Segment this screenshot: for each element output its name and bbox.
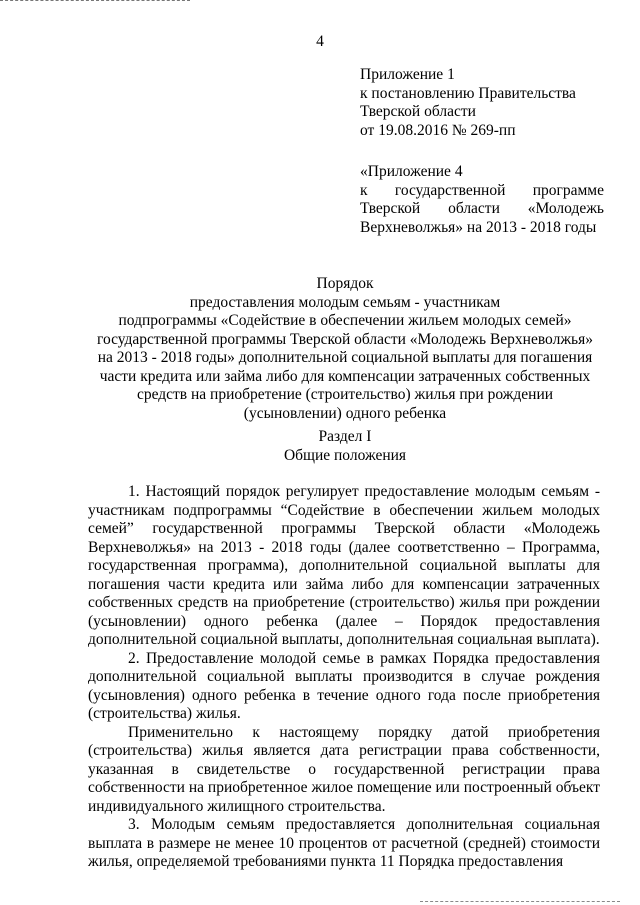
appendix-1-line: от 19.08.2016 № 269-пп	[360, 121, 516, 139]
title-line: (усыновлении) одного ребенка	[243, 404, 447, 422]
title-line: части кредита или займа либо для компенсации затраченных собственных	[99, 367, 591, 385]
section-number: Раздел I	[318, 428, 372, 445]
appendix-4-line: к государственной программе	[360, 181, 604, 199]
section-name: Общие положения	[283, 446, 407, 464]
appendix-4-line: Верхневолжья» на 2013 - 2018 годы	[360, 218, 597, 236]
paragraph: 1. Настоящий порядок регулирует предоставление молодым семьям - участникам подпрограммы “Содействие в обеспечении жильем молодых семей” государственной программы Тверской области «Молодежь Верхневолжья» на 2013 - 2018 годы (далее соответственно – Программа, государственная программа), дополнительной социальной выплаты для погашения части кредита или займа либо для компенсации затраченных собственных средств на приобретение (строительство) жилья при рождении (усыновлении) одного ребенка (далее – Порядок предоставления дополнительной социальной выплаты, дополнительная социальная выплата).	[88, 483, 600, 648]
appendix-4-line: Тверской области «Молодежь	[360, 200, 604, 217]
paragraph: Применительно к настоящему порядку датой приобретения (строительства) жилья является дата регистрации права собственности, указанная в свидетельстве о государственной регистрации права собственности на приобретенное жилое помещение или построенный объект индивидуального жилищного строительства.	[88, 723, 600, 815]
title-line: предоставления молодым семьям - участникам	[189, 293, 501, 311]
paragraph: 3. Молодым семьям предоставляется дополнительная социальная выплата в размере не менее 10 процентов от расчетной (средней) стоимости жилья, определяемой требованиями пункта 11 Порядка предоставления	[88, 816, 600, 870]
paragraph: 2. Предоставление молодой семье в рамках Порядка предоставления дополнительной социальной выплаты производится в случае рождения (усыновления) одного ребенка в течение одного года после приобретения (строительства) жилья.	[88, 649, 600, 722]
scan-artifact-bottom	[420, 901, 620, 903]
appendix-1-line: к постановлению Правительства	[360, 84, 576, 102]
appendix-4-line: «Приложение 4	[360, 163, 463, 180]
title-line: государственной программы Тверской области «Молодежь Верхневолжья»	[96, 330, 593, 348]
appendix-1-header	[360, 66, 620, 140]
title-line: подпрограммы «Содействие в обеспечении жильем молодых семей»	[118, 312, 572, 329]
document-body	[88, 483, 600, 872]
appendix-1-line: Приложение 1	[360, 66, 455, 83]
title-line: средств на приобретение (строительство) жилья при рождении	[136, 386, 554, 403]
title-heading: Порядок	[316, 275, 374, 292]
appendix-4-header	[360, 163, 604, 237]
scan-artifact-top	[0, 0, 190, 2]
document-title	[80, 275, 610, 423]
title-line: на 2013 - 2018 годы» дополнительной социальной выплаты для погашения	[97, 349, 593, 366]
page-number: 4	[316, 33, 324, 50]
section-heading	[80, 428, 610, 465]
appendix-1-line: Тверской области	[360, 103, 476, 120]
